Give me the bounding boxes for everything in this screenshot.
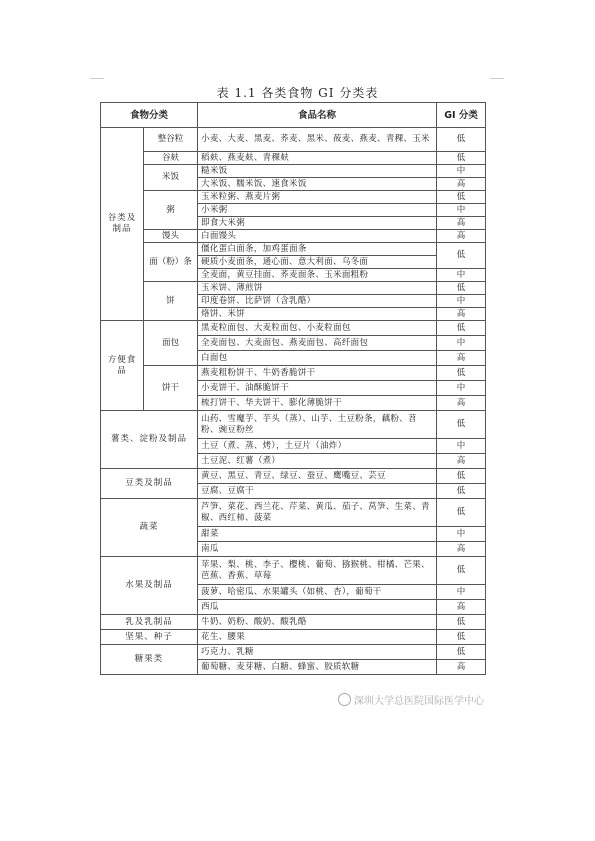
food-cell: 豆腐、豆腐干 (198, 484, 437, 499)
food-cell: 山药、雪魔芋、芋头（蒸）、山芋、土豆粉条，藕粉、苕粉、豌豆粉丝 (198, 411, 437, 439)
food-cell: 土豆（煮、蒸、烤），土豆片（油炸） (198, 439, 437, 454)
subcategory-whole-grain: 整谷粒 (144, 128, 198, 152)
subcategory-porridge: 粥 (144, 191, 198, 230)
header-food-name: 食品名称 (198, 103, 437, 128)
gi-cell: 低 (437, 630, 486, 645)
gi-cell: 低 (437, 645, 486, 660)
food-cell: 烙饼、米饼 (198, 308, 437, 321)
gi-cell: 低 (437, 484, 486, 499)
category-dairy: 乳及乳制品 (101, 615, 198, 630)
table-row (101, 499, 486, 527)
gi-cell: 低 (437, 411, 486, 439)
food-cell: 僵化蛋白面条，加鸡蛋面条 (198, 243, 437, 256)
food-cell: 全麦面，黄豆挂面、荞麦面条、玉米面粗粉 (198, 269, 437, 282)
wechat-icon (338, 693, 351, 706)
subcategory-noodle: 面（粉）条 (144, 243, 198, 282)
gi-cell: 低 (437, 243, 486, 269)
food-cell: 菠萝、哈密瓜、水果罐头（如桃、杏），葡萄干 (198, 585, 437, 600)
table-row (101, 165, 486, 178)
gi-cell: 中 (437, 204, 486, 217)
gi-cell: 中 (437, 439, 486, 454)
gi-cell: 高 (437, 230, 486, 243)
category-tuber: 薯类、淀粉及制品 (101, 411, 198, 469)
table-row (101, 366, 486, 381)
food-cell: 燕麦粗粉饼干、牛奶香脆饼干 (198, 366, 437, 381)
food-cell: 大米饭、糯米饭、速食米饭 (198, 178, 437, 191)
subcategory-bran: 谷麸 (144, 152, 198, 165)
table-row (101, 645, 486, 660)
gi-cell: 中 (437, 585, 486, 600)
food-cell: 西瓜 (198, 600, 437, 615)
gi-cell: 高 (437, 351, 486, 366)
gi-cell: 中 (437, 527, 486, 542)
food-cell: 苹果、梨、桃、李子、樱桃、葡萄、猕猴桃、柑橘、芒果、芭蕉、香蕉、草莓 (198, 557, 437, 585)
table-row (101, 469, 486, 484)
gi-cell: 高 (437, 396, 486, 411)
gi-cell: 低 (437, 366, 486, 381)
food-cell: 硬质小麦面条，通心面、意大利面、乌冬面 (198, 256, 437, 269)
gi-cell: 低 (437, 152, 486, 165)
category-grain: 谷类及制品 (101, 128, 144, 321)
gi-cell: 高 (437, 308, 486, 321)
food-cell: 黑麦粒面包、大麦粒面包、小麦粒面包 (198, 321, 437, 336)
subcategory-rice: 米饭 (144, 165, 198, 191)
header-category: 食物分类 (101, 103, 198, 128)
category-fruit: 水果及制品 (101, 557, 198, 615)
food-cell: 梳打饼干、华夫饼干、膨化薄脆饼干 (198, 396, 437, 411)
gi-cell: 低 (437, 321, 486, 336)
food-cell: 土豆泥、红薯（煮） (198, 454, 437, 469)
gi-cell: 高 (437, 217, 486, 230)
food-cell: 葡萄糖、麦芽糖、白糖、蜂蜜、胶质软糖 (198, 660, 437, 675)
gi-cell: 高 (437, 660, 486, 675)
table-row (101, 243, 486, 256)
gi-cell: 中 (437, 381, 486, 396)
food-cell: 印度卷饼、比萨饼（含乳酪） (198, 295, 437, 308)
food-cell: 玉米饼、薄煎饼 (198, 282, 437, 295)
gi-cell: 高 (437, 542, 486, 557)
subcategory-bread: 面包 (144, 321, 198, 366)
table-row (101, 321, 486, 336)
food-cell: 糙米饭 (198, 165, 437, 178)
gi-cell: 低 (437, 469, 486, 484)
gi-cell: 高 (437, 600, 486, 615)
table-row (101, 152, 486, 165)
food-cell: 白面包 (198, 351, 437, 366)
subcategory-pancake: 饼 (144, 282, 198, 321)
food-cell: 巧克力、乳糖 (198, 645, 437, 660)
gi-cell: 低 (437, 557, 486, 585)
category-convenience: 方便食品 (101, 321, 144, 411)
gi-cell: 低 (437, 191, 486, 204)
gi-cell: 中 (437, 295, 486, 308)
table-row (101, 630, 486, 645)
gi-cell: 高 (437, 178, 486, 191)
food-cell: 白面馒头 (198, 230, 437, 243)
food-cell: 甜菜 (198, 527, 437, 542)
gi-cell: 中 (437, 269, 486, 282)
table-row (101, 557, 486, 585)
header-rule-right (490, 78, 504, 79)
table-title: 表 1.1 各类食物 GI 分类表 (216, 86, 379, 100)
food-cell: 全麦面包、大麦面包、燕麦面包、高纤面包 (198, 336, 437, 351)
food-cell: 玉米粒粥、燕麦片粥 (198, 191, 437, 204)
gi-cell: 中 (437, 336, 486, 351)
table-row (101, 411, 486, 439)
watermark (338, 692, 484, 707)
food-cell: 芦笋、菜花、西兰花、芹菜、黄瓜、茄子、莴笋、生菜、青椒、西红柿、菠菜 (198, 499, 437, 527)
gi-cell: 低 (437, 128, 486, 152)
food-cell: 小麦饼干、油酥脆饼干 (198, 381, 437, 396)
table-row (101, 128, 486, 152)
gi-cell: 高 (437, 454, 486, 469)
food-cell: 小米粥 (198, 204, 437, 217)
table-row (101, 191, 486, 204)
category-nuts: 坚果、种子 (101, 630, 198, 645)
table-row (101, 282, 486, 295)
food-cell: 花生、腰果 (198, 630, 437, 645)
gi-classification-table (100, 102, 486, 675)
food-cell: 即食大米粥 (198, 217, 437, 230)
food-cell: 南瓜 (198, 542, 437, 557)
gi-cell: 低 (437, 282, 486, 295)
header-rule-left (90, 78, 104, 79)
category-bean: 豆类及制品 (101, 469, 198, 499)
gi-cell: 低 (437, 499, 486, 527)
table-row (101, 615, 486, 630)
food-cell: 黄豆、黑豆、青豆、绿豆、蚕豆、鹰嘴豆、芸豆 (198, 469, 437, 484)
table-row (101, 230, 486, 243)
header-gi: GI 分类 (437, 103, 486, 128)
gi-cell: 中 (437, 165, 486, 178)
food-cell: 稻麸、燕麦麸、青稞麸 (198, 152, 437, 165)
subcategory-mantou: 馒头 (144, 230, 198, 243)
table-header-row (101, 103, 486, 128)
food-cell: 牛奶、奶粉、酸奶、酸乳酪 (198, 615, 437, 630)
subcategory-biscuit: 饼干 (144, 366, 198, 411)
food-cell: 小麦、大麦、黑麦、荞麦、黑米、莜麦、燕麦、青稞、玉米 (198, 128, 437, 152)
category-vegetable: 蔬菜 (101, 499, 198, 557)
category-sugar: 糖果类 (101, 645, 198, 675)
gi-cell: 低 (437, 615, 486, 630)
watermark-text: 深圳大学总医院国际医学中心 (354, 696, 484, 707)
